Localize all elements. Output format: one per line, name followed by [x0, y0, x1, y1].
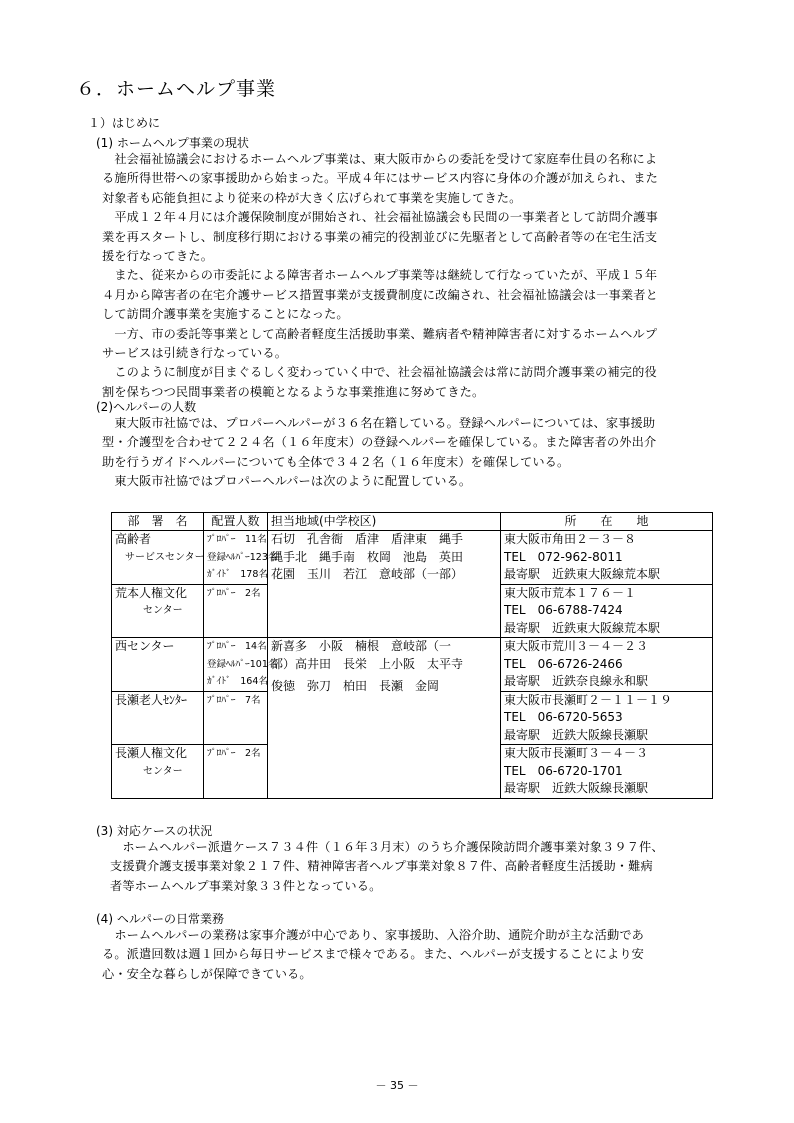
- dept-cell: [112, 584, 204, 638]
- dept-name: センター: [143, 765, 183, 777]
- section-heading-intro: １）はじめに: [88, 116, 161, 130]
- subsection-heading-status: (1) ホームヘルプ事業の現状: [96, 136, 249, 150]
- text-line: 助を行うガイドヘルパーについても全体で３４２名（１６年度末）を確保している。: [102, 454, 570, 469]
- dept-cell: [112, 638, 204, 692]
- text-line: 型・介護型を合わせて２２４名（１６年度末）の登録ヘルパーを確保している。また障害者の外出介: [102, 435, 657, 450]
- column-header: 所 在 地: [501, 513, 713, 531]
- nearest-station: 最寄駅 近鉄大阪線長瀬駅: [504, 727, 649, 742]
- area-cell: [268, 531, 501, 638]
- dept-name: 長瀬人権文化: [115, 746, 188, 760]
- text-line: 業を再スタートし、制度移行期における事業の補完的役割並びに先駆者として高齢者等の在宅生活支: [102, 229, 658, 244]
- dept-name: 荒本人権文化: [115, 585, 188, 600]
- text-line: このように制度が目まぐるしく変わっていく中で、社会福祉協議会は常に訪問介護事業の補完的役: [102, 365, 657, 380]
- text-line: ４月から障害者の在宅介護サービス措置事業が支援費制度に改編され、社会福祉協議会は一事業者と: [102, 287, 658, 302]
- text-line: して訪問介護事業を実施することになった。: [102, 307, 349, 322]
- dept-name: センター: [143, 605, 183, 616]
- page-number: － 35 －: [375, 1079, 419, 1092]
- area-line: 縄手北 縄手南 枚岡 池島 英田: [271, 549, 464, 564]
- text-line: 東大阪市社協では、プロパーヘルパーが３６名在籍している。登録ヘルパーについては、家事援助: [102, 416, 656, 430]
- staff-count: 登録ﾍﾙﾊﾟｰ101名: [207, 658, 278, 670]
- text-line: 心・安全な暮らしが保障できている。: [102, 966, 312, 981]
- address-cell: [501, 638, 713, 692]
- staff-allocation-table: [111, 512, 713, 799]
- table-header-row: [112, 513, 713, 531]
- area-line: 部）高井田 長栄 上小阪 太平寺: [271, 656, 464, 671]
- text-line: 援を行なってきた。: [102, 248, 214, 263]
- address-cell: [501, 745, 713, 799]
- area-line: 花園 玉川 若江 意岐部（一部）: [271, 567, 464, 581]
- dept-name: 高齢者: [115, 532, 152, 546]
- dept-cell: [112, 745, 204, 799]
- address-cell: [501, 584, 713, 638]
- text-line: ホームヘルパー派遣ケース７３４件（１６年３月末）のうち介護保険訪問介護事業対象３９７件、: [110, 840, 664, 854]
- staff-count: ﾌﾟﾛﾊﾟｰ 11名: [207, 534, 267, 545]
- staff-count: ﾌﾟﾛﾊﾟｰ 2名: [207, 587, 261, 599]
- address-cell: [501, 691, 713, 745]
- address: 東大阪市長瀬町２－１１－１９: [504, 692, 673, 707]
- subsection-heading-helpers: (2)ヘルパーの人数: [96, 400, 197, 414]
- text-line: 東大阪市社協ではプロパーヘルパーは次のように配置している。: [102, 474, 472, 489]
- paragraph-helpers: [102, 414, 656, 492]
- address: 東大阪市角田２－３－８: [504, 532, 637, 546]
- phone: TEL 06-6720-1701: [504, 763, 623, 778]
- phone: TEL 06-6726-2466: [504, 656, 623, 671]
- table-row: [112, 531, 713, 585]
- address: 東大阪市荒本１７６－１: [504, 585, 637, 600]
- nearest-station: 最寄駅 近鉄東大阪線荒本駅: [504, 620, 661, 635]
- address: 東大阪市荒川３－４－２３: [504, 639, 649, 653]
- dept-cell: [112, 531, 204, 585]
- text-line: 一方、市の委託等事業として高齢者軽度生活援助事業、難病者や精神障害者に対するホームヘルプ: [102, 326, 658, 341]
- staff-count: ﾌﾟﾛﾊﾟｰ 7名: [207, 694, 261, 706]
- text-line: る施所得世帯への家事援助から始まった。平成４年にはサービス内容に身体の介護が加えられ、また: [102, 171, 658, 186]
- address-cell: [501, 531, 713, 585]
- text-line: サービスは引続き行なっている。: [102, 345, 288, 360]
- text-line: 者等ホームヘルプ事業対象３３件となっている。: [110, 878, 382, 893]
- text-line: 平成１２年４月には介護保険制度が開始され、社会福祉協議会も民間の一事業者として訪問介護事: [102, 210, 658, 225]
- area-line: 俊徳 弥刀 柏田 長瀬 金岡: [271, 679, 440, 693]
- text-line: また、従来からの市委託による障害者ホームヘルプ事業等は継続して行なっていたが、平成１５年: [102, 268, 658, 283]
- column-header: 部 署 名: [112, 513, 204, 531]
- count-cell: [204, 691, 268, 745]
- count-cell: [204, 584, 268, 638]
- staff-count: ﾌﾟﾛﾊﾟｰ 14名: [207, 641, 267, 652]
- dept-cell: [112, 691, 204, 745]
- nearest-station: 最寄駅 近鉄奈良線永和駅: [504, 674, 649, 688]
- nearest-station: 最寄駅 近鉄東大阪線荒本駅: [504, 567, 661, 581]
- count-cell: [204, 745, 268, 799]
- table-row: [112, 638, 713, 692]
- nearest-station: 最寄駅 近鉄大阪線長瀬駅: [504, 781, 649, 795]
- column-header: 担当地域(中学校区): [268, 513, 501, 531]
- column-header: 配置人数: [204, 513, 268, 531]
- text-line: 支援費介護支援事業対象２１７件、精神障害者ヘルプ事業対象８７件、高齢者軽度生活援助・難病: [110, 859, 653, 874]
- staff-count: ｶﾞｲﾄﾞ 178名: [207, 569, 268, 580]
- area-line: 石切 孔舎衙 盾津 盾津東 縄手: [271, 532, 464, 546]
- staff-count: ｶﾞｲﾄﾞ 164名: [207, 676, 268, 687]
- phone: TEL 06-6720-5653: [504, 710, 623, 724]
- text-line: 割を保ちつつ民間事業者の模範となるような事業推進に努めてきた。: [102, 384, 485, 399]
- phone: TEL 06-6788-7424: [504, 603, 623, 617]
- staff-count: 登録ﾍﾙﾊﾟｰ123名: [207, 551, 278, 563]
- text-line: る。派遣回数は週１回から毎日サービスまで様々である。また、ヘルパーが支援することにより安: [102, 947, 644, 962]
- paragraph-cases: [110, 838, 664, 896]
- area-line: 新喜多 小阪 楠根 意岐部（一: [271, 639, 452, 653]
- text-line: ホームヘルパーの業務は家事介護が中心であり、家事援助、入浴介助、通院介助が主な活動であ: [102, 928, 644, 942]
- page-title: ６．ホームヘルプ事業: [76, 78, 277, 100]
- count-cell: [204, 638, 278, 692]
- address: 東大阪市長瀬町３－４－３: [504, 746, 649, 760]
- area-cell: [268, 638, 501, 799]
- count-cell: [204, 531, 278, 585]
- subsection-heading-cases: (3) 対応ケースの状況: [96, 824, 213, 838]
- subsection-heading-daily-work: (4) ヘルパーの日常業務: [96, 912, 224, 926]
- phone: TEL 072-962-8011: [504, 549, 623, 564]
- dept-name: サービスセンター: [125, 551, 205, 563]
- paragraph-status: [102, 150, 658, 402]
- dept-name: 西センター: [115, 639, 175, 653]
- text-line: 対象者も応能負担により従来の枠が大きく広げられて事業を実施してきた。: [102, 190, 522, 205]
- text-line: 社会福祉協議会におけるホームヘルプ事業は、東大阪市からの委託を受けて家庭奉仕員の名称によ: [102, 152, 658, 166]
- paragraph-daily-work: [102, 926, 644, 984]
- dept-name: 長瀬老人ｾﾝﾀｰ: [115, 692, 188, 707]
- staff-count: ﾌﾟﾛﾊﾟｰ 2名: [207, 748, 261, 759]
